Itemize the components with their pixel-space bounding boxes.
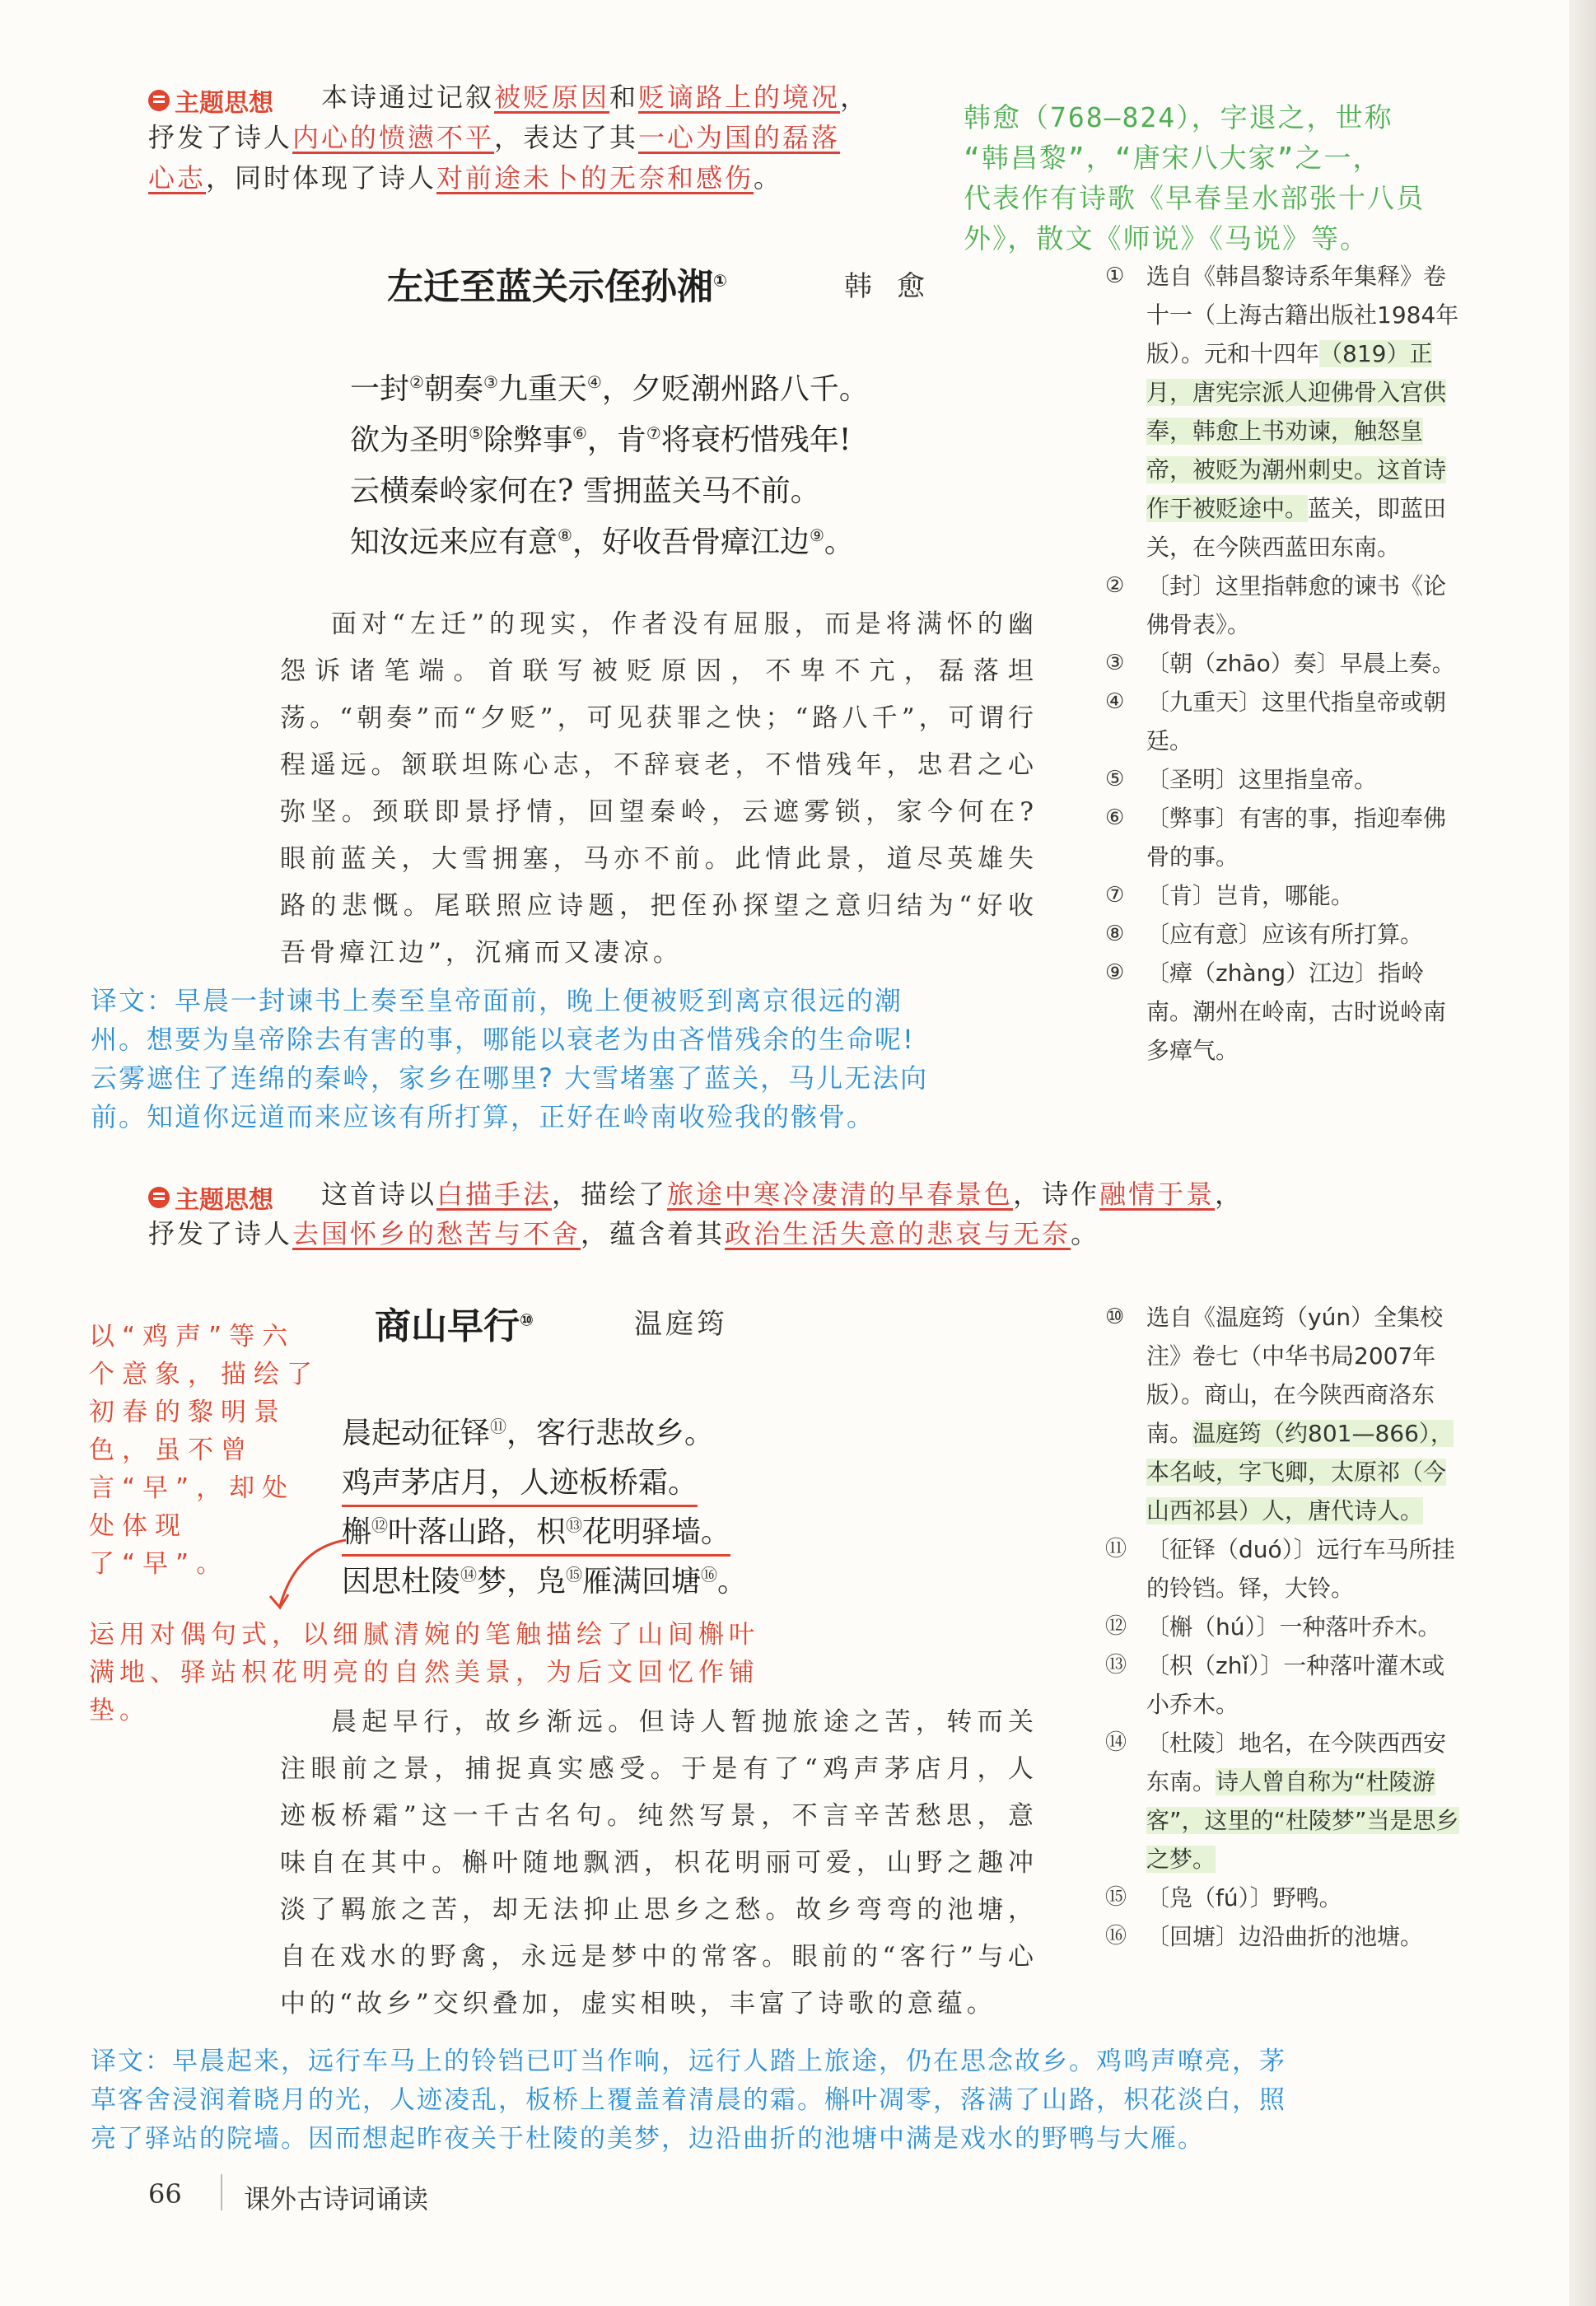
poem1-translation: 译文：早晨一封谏书上奏至皇帝面前，晚上便被贬到离京很远的潮 州。想要为皇帝除去有害的事，哪能以衰老为由吝惜残余的生命呢! 云雾遮住了连绵的秦岭，家乡在哪里? 大雪堵塞了蓝关，马儿无法向 前。知道你远道而来应该有所打算，正好在岭南收殓我的骸骨。 <box>91 985 929 1132</box>
theme2-line2: 抒发了诗人去国怀乡的愁苦与不舍，蕴含着其政治生活失意的悲哀与无奈。 <box>148 1218 1100 1249</box>
book-title: 课外古诗词诵读 <box>244 2183 429 2215</box>
poem2-commentary: 晨起早行，故乡渐远。但诗人暂抛旅途之苦，转而关注眼前之景，捕捉真实感受。于是有了“鸡声茅店月，人迹板桥霜”这一千古名句。纯然写景，不言辛苦愁思，意味自在其中。槲叶随地飘洒，枳花明丽可爱，山野之趣冲淡了羁旅之苦，却无法抑止思乡之愁。故乡弯弯的池塘，自在戏水的野禽，永远是梦中的常客。眼前的“客行”与心中的“故乡”交织叠加，虚实相映，丰富了诗歌的意蕴。 <box>280 1707 1038 2019</box>
list-icon <box>148 90 170 111</box>
poem2-translation: 译文：早晨起来，远行车马上的铃铛已叮当作响，远行人踏上旅途，仍在思念故乡。鸡鸣声嘹亮，茅 草客舍浸润着晓月的光，人迹凌乱，板桥上覆盖着清晨的霜。槲叶凋零，落满了山路，枳花淡白，照 亮了驿站的院墙。因而想起昨夜关于杜陵的美梦，边沿曲折的池塘中满是戏水的野鸭与大雁。 <box>91 2047 1286 2154</box>
poem1-line-1: 一封②朝奏③九重天④，夕贬潮州路八千。 <box>350 372 869 406</box>
notes2 <box>1104 1298 1466 1956</box>
poem2-line-1: 晨起动征铎⑪，客行悲故乡。 <box>342 1417 715 1450</box>
note-4: ④ 〔九重天〕这里代指皇帝或朝廷。 <box>1105 689 1447 754</box>
note-12: ⑫ 〔槲（hú）〕一种落叶乔木。 <box>1105 1613 1441 1641</box>
theme1-line2: 抒发了诗人内心的愤懑不平，表达了其一心为国的磊落 <box>148 122 841 153</box>
side-note-bottom: 运用对偶句式，以细腻清婉的笔触描绘了山间槲叶满地、驿站枳花明亮的自然美景，为后文回忆作铺垫。 <box>89 1620 759 1725</box>
note-9: ⑨ 〔瘴（zhàng）江边〕指岭南。潮州在岭南，古时说岭南多瘴气。 <box>1105 959 1447 1064</box>
note-15: ⑮ 〔凫（fú）〕野鸭。 <box>1105 1884 1342 1912</box>
poem1-line-2: 欲为圣明⑤除弊事⑥，肯⑦将衰朽惜残年! <box>350 423 852 457</box>
poem1-author: 韩愈 <box>844 270 950 303</box>
note-5: ⑤ 〔圣明〕这里指皇帝。 <box>1105 766 1378 793</box>
note-1: ① 选自《韩昌黎诗系年集释》卷十一（上海古籍出版社1984年版）。元和十四年（819）正月，唐宪宗派人迎佛骨入宫供奉，韩愈上书劝谏，触怒皇帝，被贬为潮州刺史。这首诗作于被贬途中。蓝关，即蓝田关，在今陕西蓝田东南。 <box>1105 263 1459 561</box>
footer-divider <box>221 2174 222 2210</box>
poem2-line-3: 槲⑫叶落山路，枳⑬花明驿墙。 <box>342 1509 730 1557</box>
poem2-line-2: 鸡声茅店月，人迹板桥霜。 <box>342 1459 698 1507</box>
poem1-commentary: 面对“左迁”的现实，作者没有屈服，而是将满怀的幽怨诉诸笔端。首联写被贬原因，不卑不亢，磊落坦荡。“朝奏”而“夕贬”，可见获罪之快；“路八千”，可谓行程遥远。颔联坦陈心志，不辞衰老，不惜残年，忠君之心弥坚。颈联即景抒情，回望秦岭，云遮雾锁，家今何在?眼前蓝关，大雪拥塞，马亦不前。此情此景，道尽英雄失路的悲慨。尾联照应诗题，把侄孙探望之意归结为“好收吾骨瘴江边”，沉痛而又凄凉。 <box>280 609 1038 968</box>
poem1-line-3: 云横秦岭家何在? 雪拥蓝关马不前。 <box>350 474 820 508</box>
theme-badge-1: 主题思想 <box>148 82 273 119</box>
note-2: ② 〔封〕这里指韩愈的谏书《论佛骨表》。 <box>1105 572 1447 638</box>
side-note-top: 以“鸡声”等六个意象，描绘了初春的黎明景色，虽不曾言“早”，却处处体现了“早”。 <box>89 1322 320 1579</box>
list-icon <box>148 1187 170 1208</box>
poem1-title: 左迁至蓝关示侄孙湘① <box>387 266 727 308</box>
theme1-line3: 心志，同时体现了诗人对前途未卜的无奈和感伤。 <box>148 162 783 194</box>
page-edge <box>1569 0 1596 2306</box>
theme1-line1: 本诗通过记叙被贬原因和贬谪路上的境况， <box>321 82 870 113</box>
theme2-line1: 这首诗以白描手法，描绘了旅途中寒冷凄清的早春景色，诗作融情于景， <box>321 1179 1244 1210</box>
poem1-line-4: 知汝远来应有意⑧，好收吾骨瘴江边⑨。 <box>350 525 854 559</box>
poem2-title: 商山早行⑩ <box>375 1305 534 1347</box>
theme-badge-2: 主题思想 <box>148 1179 273 1216</box>
poem2-line-4: 因思杜陵⑭梦，凫⑮雁满回塘⑯。 <box>342 1565 748 1599</box>
note-11: ⑪ 〔征铎（duó）〕远行车马所挂的铃铛。铎，大铃。 <box>1105 1536 1455 1602</box>
note-6: ⑥ 〔弊事〕有害的事，指迎奉佛骨的事。 <box>1105 805 1447 871</box>
author-note: 韩愈（768—824），字退之，世称 “韩昌黎”，“唐宋八大家”之一， 代表作有诗歌《早春呈水部张十八员 外》，散文《师说》《马说》等。 <box>964 101 1425 254</box>
poem2-author: 温庭筠 <box>634 1308 728 1341</box>
note-13: ⑬ 〔枳（zhǐ）〕一种落叶灌木或小乔木。 <box>1105 1652 1445 1718</box>
page-number: 66 <box>148 2178 182 2210</box>
note-3: ③ 〔朝（zhāo）奏〕早晨上奏。 <box>1105 650 1455 677</box>
note-7: ⑦ 〔肯〕岂肯，哪能。 <box>1105 882 1355 909</box>
note-8: ⑧ 〔应有意〕应该有所打算。 <box>1105 921 1424 948</box>
note-14: ⑭ 〔杜陵〕地名，在今陕西西安东南。诗人曾自称为“杜陵游客”，这里的“杜陵梦”当是思乡之梦。 <box>1105 1730 1459 1873</box>
notes1 <box>1104 257 1466 1070</box>
note-16: ⑯ 〔回塘〕边沿曲折的池塘。 <box>1105 1923 1424 1950</box>
note-10: ⑩ 选自《温庭筠（yún）全集校注》卷七（中华书局2007年版）。商山，在今陕西商洛东南。温庭筠（约801—866），本名岐，字飞卿，太原祁（今山西祁县）人，唐代诗人。 <box>1105 1304 1454 1524</box>
